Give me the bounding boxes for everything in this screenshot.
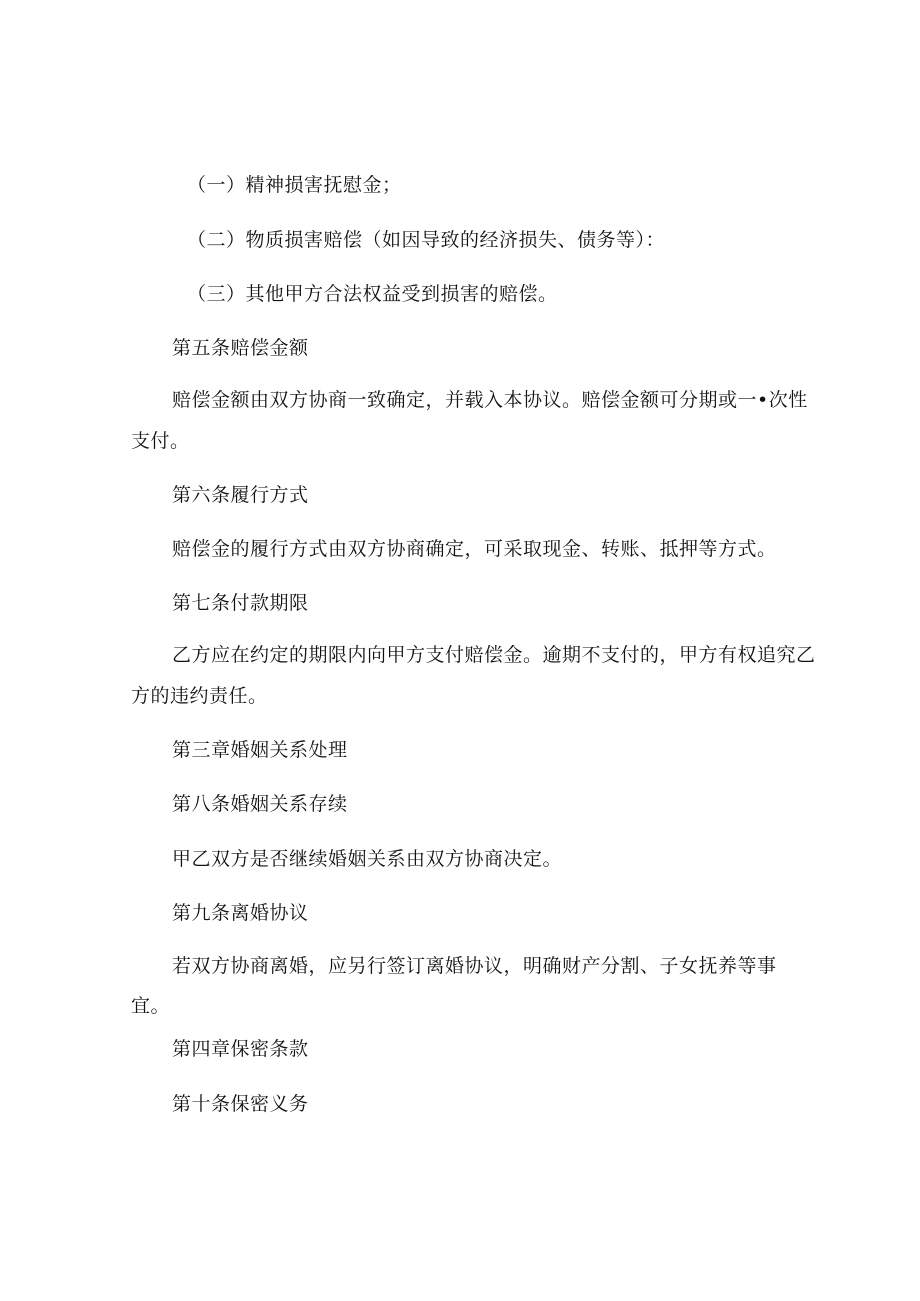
article-6-heading: 第六条履行方式 xyxy=(172,484,309,506)
list-item-3: （三）其他甲方合法权益受到损害的赔偿。 xyxy=(187,283,558,305)
article-10-heading: 第十条保密义务 xyxy=(172,1093,309,1115)
article-9-body-line-1: 若双方协商离婚，应另行签订离婚协议，明确财产分割、子女抚养等事 xyxy=(172,955,777,977)
article-7-body-line-1: 乙方应在约定的期限内向甲方支付赔偿金。逾期不支付的，甲方有权追究乙 xyxy=(172,644,816,666)
article-9-body-line-2: 宜。 xyxy=(131,995,171,1017)
article-5-body-line-1: 赔偿金额由双方协商一致确定，并载入本协议。赔偿金额可分期或一•次性 xyxy=(172,389,808,411)
list-item-1: （一）精神损害抚慰金； xyxy=(187,174,402,196)
list-item-2: （二）物质损害赔偿（如因导致的经济损失、债务等）： xyxy=(187,229,666,251)
article-6-body: 赔偿金的履行方式由双方协商确定，可采取现金、转账、抵押等方式。 xyxy=(172,538,777,560)
article-7-heading: 第七条付款期限 xyxy=(172,592,309,614)
article-8-body: 甲乙双方是否继续婚姻关系由双方协商决定。 xyxy=(172,848,563,870)
article-9-heading: 第九条离婚协议 xyxy=(172,902,309,924)
article-5-body-line-2: 支付。 xyxy=(131,430,190,452)
chapter-3-heading: 第三章婚姻关系处理 xyxy=(172,739,348,761)
chapter-4-heading: 第四章保密条款 xyxy=(172,1038,309,1060)
article-7-body-line-2: 方的违约责任。 xyxy=(131,685,268,707)
article-8-heading: 第八条婚姻关系存续 xyxy=(172,793,348,815)
article-5-heading: 第五条赔偿金额 xyxy=(172,337,309,359)
